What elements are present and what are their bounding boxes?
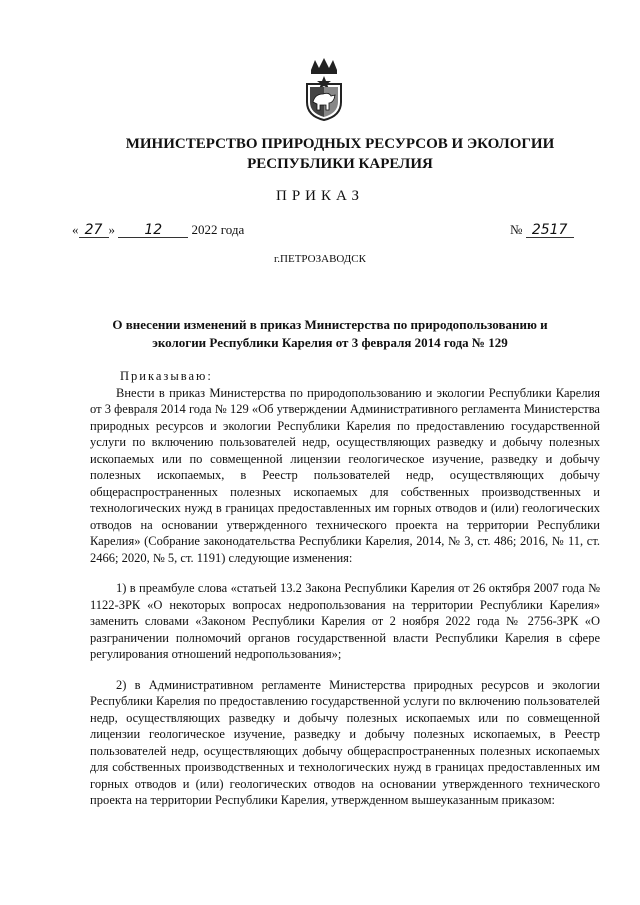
intro-paragraph: Внести в приказ Министерства по природопользованию и экологии Республики Карелия от 3 февраля 2014 года № 129 «Об утверждении Административного регламента Министерства природных ресурсов и экологии Республики Карелия по предоставлению государственной услуги по включению пользователей недр, осуществляющих разведку и добычу полезных ископаемых или по совмещенной лицензии геологическое изучение, разведку и добычу полезных ископаемых, в Реестр пользователей недр, осуществляющих добычу общераспространенных полезных ископаемых для собственных производственных и технологических нужд в границах предоставленных им горных отводов и (или) геологических отводов на основании утвержденного технического проекта на территории Республики Карелия» (Собрание законодательства Республики Карелия, 2014, № 3, ст. 486; 2016, № 11, ст. 2466; 2020, № 5, ст. 1191) следующие изменения:: [90, 385, 600, 565]
date-open-quote: «: [72, 222, 79, 237]
number-label: №: [510, 222, 523, 237]
item-1-paragraph: 1) в преамбуле слова «статьей 13.2 Закона Республики Карелия от 26 октября 2007 года № 1122-ЗРК «О некоторых вопросах недропользования на территории Республики Карелия» заменить словами «Законом Республики Карелия от 2 ноября 2022 года № 2756-ЗРК «О разграничении полномочий органов государственной власти Республики Карелия в сфере регулирования отношений недропользования»;: [90, 581, 600, 661]
item-2-paragraph: 2) в Административном регламенте Министерства природных ресурсов и экологии Республики Карелия по предоставлению государственной услуги по включению пользователей недр, осуществляющих разведку и добычу полезных ископаемых или по совмещенной лицензии геологическое изучение, разведку и добычу полезных ископаемых, в Реестр пользователей недр, осуществляющих добычу общераспространенных полезных ископаемых для собственных производственных и технологических нужд в границах предоставленных им горных отводов и (или) геологических отводов на основании утвержденного технического проекта на территории Республики Карелия, утвержденном вышеуказанным приказом:: [90, 677, 600, 807]
order-date: [72, 222, 244, 238]
order-subject-line1: О внесении изменений в приказ Министерства по природопользованию и: [112, 317, 548, 332]
date-year: 2022 года: [191, 222, 245, 237]
order-subject-line2: экологии Республики Карелия от 3 февраля 2014 года № 129: [152, 335, 508, 350]
order-number: [510, 222, 574, 238]
ministry-name-line1: МИНИСТЕРСТВО ПРИРОДНЫХ РЕСУРСОВ И ЭКОЛОГИИ: [125, 136, 555, 152]
date-day-handwritten: 27: [79, 223, 109, 238]
ministry-name: [60, 134, 620, 174]
order-body: [90, 368, 600, 809]
number-handwritten: 2517: [526, 223, 574, 238]
city-name: г.ПЕТРОЗАВОДСК: [274, 253, 366, 265]
karelia-coat-of-arms-icon: [301, 56, 347, 122]
order-title: ПРИКАЗ: [276, 188, 364, 204]
date-month-handwritten: 12: [118, 223, 188, 238]
date-close-quote: »: [108, 222, 115, 237]
prikazyvayu-label: Приказываю:: [120, 369, 213, 383]
ministry-name-line2: РЕСПУБЛИКИ КАРЕЛИЯ: [247, 156, 433, 172]
order-subject: [70, 316, 590, 352]
